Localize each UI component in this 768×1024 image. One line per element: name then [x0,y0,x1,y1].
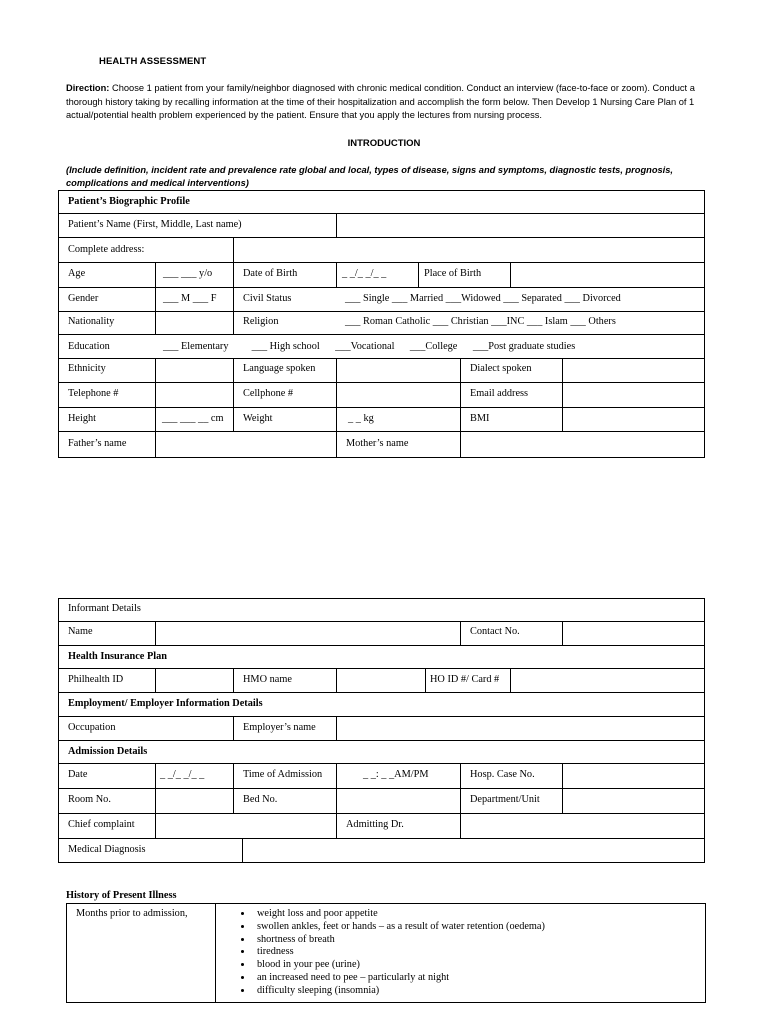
biographic-profile-heading: Patient’s Biographic Profile [68,196,190,207]
dob-label: Date of Birth [243,268,298,279]
bed-label: Bed No. [243,794,278,805]
patient-name-label: Patient’s Name (First, Middle, Last name) [68,219,242,230]
introduction-heading: INTRODUCTION [347,138,421,149]
admission-heading: Admission Details [68,746,148,757]
direction-text: Choose 1 patient from your family/neighbor diagnosed with chronic medical condition. Conduct an interview (face-to-face or zoom). Conduct a thorough history taking by recalling information at the time of their hospitalization and accomplish the form below. Then Develop 1 Nursing Care Plan of 1 actual/potential health problem experienced by the patient. Ensure that you apply the lectures from nursing process. [66,83,695,120]
cellphone-label: Cellphone # [243,388,294,399]
room-label: Room No. [68,794,111,805]
admission-time-blank[interactable]: _ _: _ _AM/PM [363,769,429,780]
hmo-label: HMO name [243,674,292,685]
chief-complaint-label: Chief complaint [68,819,135,830]
gender-label: Gender [68,293,99,304]
email-label: Email address [470,388,529,399]
medical-diagnosis-label: Medical Diagnosis [68,844,146,855]
age-blank[interactable]: ___ ___ y/o [163,268,213,279]
months-prior-label: Months prior to admission, [76,908,188,919]
list-item: • tiredness [253,946,545,959]
civil-status-options[interactable]: ___ Single ___ Married ___Widowed ___ Separated ___ Divorced [345,293,621,304]
language-label: Language spoken [243,363,316,374]
age-label: Age [68,268,86,279]
mother-name-label: Mother’s name [346,438,409,449]
department-label: Department/Unit [470,794,540,805]
weight-blank[interactable]: _ _ kg [348,413,374,424]
list-item: • shortness of breath [253,934,545,947]
document-title: HEALTH ASSESSMENT [99,56,207,67]
address-label: Complete address: [68,244,145,255]
employer-label: Employer’s name [243,722,316,733]
symptom-list [237,908,545,998]
list-item: • blood in your pee (urine) [253,959,545,972]
list-item: • difficulty sleeping (insomnia) [253,985,545,998]
religion-options[interactable]: ___ Roman Catholic ___ Christian ___INC ___ Islam ___ Others [345,316,616,327]
dialect-label: Dialect spoken [470,363,532,374]
list-item: • swollen ankles, feet or hands – as a result of water retention (oedema) [253,921,545,934]
occupation-label: Occupation [68,722,116,733]
pob-label: Place of Birth [424,268,482,279]
admission-date-label: Date [68,769,88,780]
admitting-dr-label: Admitting Dr. [346,819,404,830]
introduction-note: (Include definition, incident rate and prevalence rate global and local, types of disease, signs and symptoms, diagnostic tests, prognosis, complications and medical interventions) [66,165,674,188]
weight-label: Weight [243,413,273,424]
employment-heading: Employment/ Employer Information Details [68,698,263,709]
civil-status-label: Civil Status [243,293,292,304]
direction-label: Direction: [66,83,110,93]
height-blank[interactable]: ___ ___ __ cm [162,413,224,424]
hpi-heading: History of Present Illness [66,890,177,901]
nationality-label: Nationality [68,316,115,327]
informant-name-label: Name [68,626,93,637]
list-item: • weight loss and poor appetite [253,908,545,921]
ethnicity-label: Ethnicity [68,363,106,374]
insurance-heading: Health Insurance Plan [68,651,167,662]
bmi-label: BMI [470,413,490,424]
religion-label: Religion [243,316,279,327]
father-name-label: Father’s name [68,438,127,449]
admission-date-blank[interactable]: _ _/_ _/_ _ [160,769,205,780]
education-label: Education [68,341,110,352]
philhealth-label: Philhealth ID [68,674,124,685]
gender-blank[interactable]: ___ M ___ F [163,293,217,304]
hoid-label: HO ID #/ Card # [430,674,500,685]
case-no-label: Hosp. Case No. [470,769,535,780]
direction-paragraph [66,82,716,123]
list-item: • an increased need to pee – particularly at night [253,972,545,985]
contact-label: Contact No. [470,626,520,637]
dob-blank[interactable]: _ _/_ _/_ _ [342,268,387,279]
height-label: Height [68,413,97,424]
telephone-label: Telephone # [68,388,119,399]
education-options[interactable]: ___ Elementary ___ High school ___Vocational ___College ___Post graduate studies [163,341,576,352]
informant-heading: Informant Details [68,603,141,614]
admission-time-label: Time of Admission [243,769,323,780]
